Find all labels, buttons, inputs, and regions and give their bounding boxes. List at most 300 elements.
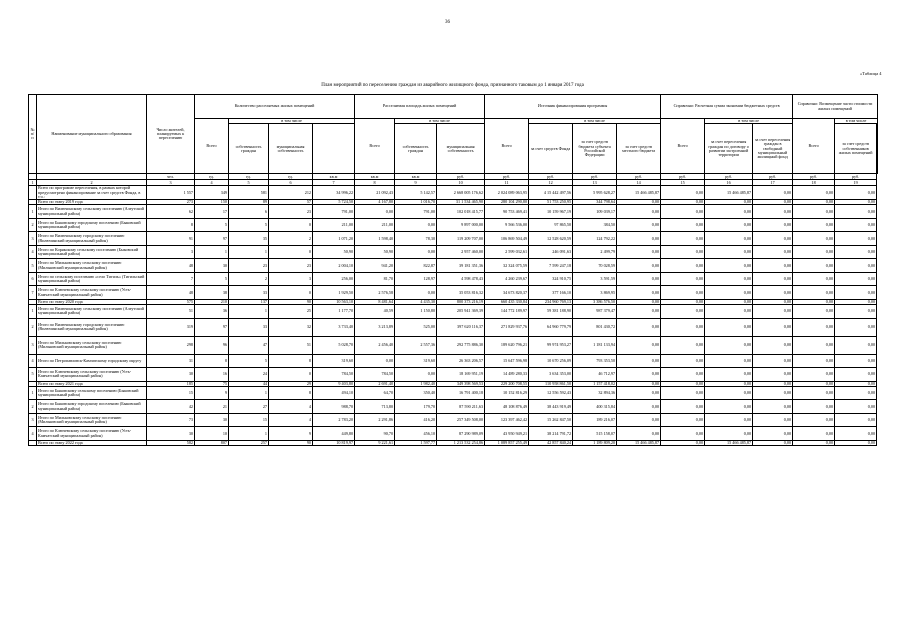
row-value: 40,59	[355, 305, 395, 319]
row-value: 0,00	[753, 354, 793, 368]
table-row	[29, 259, 878, 273]
row-value: 0	[269, 368, 313, 382]
row-value: 582	[147, 440, 195, 445]
row-value: 7	[147, 272, 195, 286]
row-value: 0,00	[617, 305, 661, 319]
row-name: Всего по этапу 2019 года	[37, 200, 147, 205]
row-value: 15	[147, 386, 195, 400]
row-value: 42	[147, 400, 195, 414]
row-value: 0,00	[793, 259, 835, 273]
header-incl: в том числе	[395, 119, 485, 124]
row-value: 0,00	[753, 232, 793, 246]
column-number: 9	[395, 180, 437, 186]
row-value: 0,00	[753, 413, 793, 427]
row-value: 137	[229, 299, 269, 304]
row-value: 350,40	[395, 386, 437, 400]
row-value: 4 167,80	[355, 200, 395, 205]
row-value: 0,00	[705, 245, 753, 259]
row-number: 1	[29, 205, 37, 219]
row-value: 0,00	[793, 354, 835, 368]
row-value: 0,00	[617, 245, 661, 259]
row-value: 15 466 485,87	[617, 440, 661, 445]
row-number: 5	[29, 259, 37, 273]
row-value: 575	[147, 299, 195, 304]
column-number: 2	[37, 180, 147, 186]
row-name: Итого по Ключевскому сельскому поселению (Усть-Камчатский муниципальный район)	[37, 286, 147, 300]
row-name: Итого по Вилючинскому городскому поселению (Вилючинский муниципальный район)	[37, 318, 147, 336]
row-value: 10 563,10	[313, 299, 355, 304]
row-value: 0,00	[661, 218, 705, 232]
row-value: 0,00	[661, 336, 705, 354]
header-total: Всего	[195, 119, 229, 174]
row-value: 0,00	[661, 232, 705, 246]
row-value: 0,00	[835, 272, 877, 286]
row-value: 0,00	[617, 232, 661, 246]
row-value: 2 576,58	[355, 286, 395, 300]
row-value: 2 499,79	[573, 245, 617, 259]
row-value: 14 489 280,33	[485, 368, 529, 382]
row-name: Итого по сельскому поселению «село Тигиль» (Тигильский муниципальный район)	[37, 272, 147, 286]
row-value: 0,00	[753, 336, 793, 354]
row-number	[29, 186, 37, 200]
header-total: Всего	[355, 119, 395, 174]
row-name: Итого по Вилючинскому сельскому поселению (Алеутский муниципальный район)	[37, 205, 147, 219]
row-value: 212	[269, 186, 313, 200]
row-value: 4 15 442 497,56	[529, 186, 573, 200]
row-value: 0,00	[835, 368, 877, 382]
row-value: 8	[147, 218, 195, 232]
row-value: 18 169 951,19	[437, 368, 485, 382]
header-bank-transfer: за счет переселения граждан по договору о развитии застроенной территории	[705, 124, 753, 174]
row-value: 10 152 816,29	[485, 386, 529, 400]
row-value: 0,00	[793, 413, 835, 427]
row-value: 46 712,97	[573, 368, 617, 382]
row-value: 110 958 861,50	[529, 381, 573, 386]
row-value: 0,00	[705, 259, 753, 273]
row-value: 1 982,40	[395, 381, 437, 386]
row-value: 0,00	[753, 427, 793, 441]
row-value: 90 753 469,41	[485, 205, 529, 219]
row-number: 4	[29, 427, 37, 441]
header-subject-budget: за счет средств бюджета субъекта Российской Федерации	[573, 124, 617, 174]
row-value: 32	[269, 318, 313, 336]
row-value: 0,00	[793, 186, 835, 200]
row-value: 3 386 576,50	[573, 299, 617, 304]
row-value: 0,00	[355, 205, 395, 219]
row-value: 15	[229, 413, 269, 427]
row-value: 30	[147, 427, 195, 441]
column-number: 4	[195, 180, 229, 186]
row-name: Всего по этапу 2022 года	[37, 440, 147, 445]
row-value: 87 590 211,63	[437, 400, 485, 414]
row-number: 1	[29, 386, 37, 400]
row-value: 0,00	[661, 368, 705, 382]
row-value: 99 974 953,27	[529, 336, 573, 354]
row-value: 0,00	[753, 386, 793, 400]
row-value: 0,00	[835, 427, 877, 441]
row-number: 3	[29, 336, 37, 354]
row-value: 0,00	[617, 200, 661, 205]
row-value: 397 620 116,37	[437, 318, 485, 336]
header-citizens: собственность граждан	[395, 124, 437, 174]
row-value: 3	[269, 272, 313, 286]
row-value: 2	[229, 272, 269, 286]
row-value: 0,00	[617, 205, 661, 219]
row-value: 0,00	[617, 299, 661, 304]
row-value: 0,00	[395, 286, 437, 300]
row-value: 106 869 504,49	[485, 232, 529, 246]
row-value: 801 430,72	[573, 318, 617, 336]
row-value: 3 591,59	[573, 272, 617, 286]
row-name: Итого по Быковскому городскому поселению (Быковский муниципальный район)	[37, 218, 147, 232]
table-row	[29, 413, 878, 427]
row-value: 24	[229, 368, 269, 382]
resettlement-plan-table	[28, 94, 878, 564]
row-value: 35	[229, 232, 269, 246]
row-value: 10 670 256,09	[529, 354, 573, 368]
row-value: 0	[269, 245, 313, 259]
row-value: 89	[229, 200, 269, 205]
row-value: 0,00	[617, 413, 661, 427]
row-value: 90	[269, 299, 313, 304]
column-number: 11	[485, 180, 529, 186]
column-number: 12	[529, 180, 573, 186]
row-value: 0,00	[793, 427, 835, 441]
row-value: 0,00	[617, 336, 661, 354]
header-group-finance: Источник финансирования программы	[485, 95, 661, 119]
row-value: 70 028,59	[573, 259, 617, 273]
column-number: 5	[229, 180, 269, 186]
row-value: 0,00	[835, 299, 877, 304]
row-value: 4	[269, 413, 313, 427]
header-municipal: муниципальная собственность	[269, 124, 313, 174]
header-group-area: Расселяемая площадь жилых помещений	[355, 95, 485, 119]
row-value: 319	[147, 318, 195, 336]
row-value: 16 791 400,18	[437, 386, 485, 400]
header-total: Всего	[793, 119, 835, 174]
row-value: 0,00	[835, 305, 877, 319]
row-value: 292 775 886,30	[437, 336, 485, 354]
row-value: 0,00	[793, 440, 835, 445]
column-number: 6	[269, 180, 313, 186]
row-value: 0,00	[705, 413, 753, 427]
row-name: Итого по Быковскому сельскому поселению (Быковский муниципальный район)	[37, 386, 147, 400]
row-number: 4	[29, 354, 37, 368]
unit-cell: кв.м	[313, 174, 355, 180]
row-value: 2	[269, 232, 313, 246]
header-free-housing: за счет переселения граждан в свободный муниципальный жилищный фонд	[753, 124, 793, 174]
row-value: 87 290 989,09	[437, 427, 485, 441]
row-value: 0,00	[793, 368, 835, 382]
row-value: 784,50	[313, 368, 355, 382]
row-value: 0,00	[753, 299, 793, 304]
row-value: 64 960 779,79	[529, 318, 573, 336]
row-number	[29, 440, 37, 445]
row-value: 34 673 820,37	[485, 286, 529, 300]
row-value: 0,00	[617, 427, 661, 441]
row-value: 0,00	[753, 400, 793, 414]
unit-cell: кв.м	[355, 174, 395, 180]
table-row	[29, 245, 878, 259]
row-value: 62	[147, 205, 195, 219]
row-value: 39 181 351,36	[437, 259, 485, 273]
row-value: 0,00	[661, 272, 705, 286]
row-value: 0,00	[705, 386, 753, 400]
row-value: 0,00	[661, 305, 705, 319]
row-value: 1	[229, 427, 269, 441]
row-name: Всего по этапу 2021 года	[37, 381, 147, 386]
row-value: 0,00	[793, 318, 835, 336]
column-number: 7	[313, 180, 355, 186]
row-value: 1 016,70	[395, 200, 437, 205]
row-value: 102 018 415,77	[437, 205, 485, 219]
row-value: 1 181 133,94	[573, 336, 617, 354]
unit-cell: ед.	[229, 174, 269, 180]
row-value: 2 691,40	[355, 381, 395, 386]
row-value: 0,00	[705, 354, 753, 368]
row-value: 494,10	[313, 386, 355, 400]
row-value: 3 733,40	[313, 318, 355, 336]
row-value: 987 379,47	[573, 305, 617, 319]
row-value: 3 634 353,00	[529, 368, 573, 382]
row-value: 0,00	[753, 368, 793, 382]
column-number: 14	[617, 180, 661, 186]
row-value: 273	[147, 200, 195, 205]
row-value: 525,00	[395, 318, 437, 336]
unit-cell: руб.	[705, 174, 753, 180]
row-value: 800 373 216,19	[437, 299, 485, 304]
row-value: 0,00	[835, 381, 877, 386]
row-value: 64,70	[355, 386, 395, 400]
header-municipal: муниципальная собственность	[437, 124, 485, 174]
unit-cell: ед.	[195, 174, 229, 180]
row-value: 31 1 534 465,90	[437, 200, 485, 205]
row-value: 1 557	[147, 186, 195, 200]
row-value: 2 957 460,00	[437, 245, 485, 259]
row-value: 27	[229, 400, 269, 414]
row-name: Итого по Корякскому сельскому поселению (Быковский муниципальный район)	[37, 245, 147, 259]
row-value: 0,00	[395, 245, 437, 259]
header-incl: в том числе	[705, 119, 793, 124]
row-value: 0,00	[753, 205, 793, 219]
table-row	[29, 305, 878, 319]
row-value: 2 668 005 176,62	[437, 186, 485, 200]
row-value: 0,00	[753, 440, 793, 445]
header-owners: за счет средств собственников жилых помещений	[835, 124, 877, 174]
row-value: 96	[195, 336, 229, 354]
row-value: 81,70	[355, 272, 395, 286]
row-value: 298	[147, 336, 195, 354]
row-value: 0,00	[705, 368, 753, 382]
row-value: 784,50	[355, 368, 395, 382]
row-name: Итого по Ключевскому сельскому поселению (Усть-Камчатский муниципальный район)	[37, 427, 147, 441]
row-value: 5	[195, 272, 229, 286]
row-value: 324 910,75	[529, 272, 573, 286]
row-value: 51 753 250,95	[529, 200, 573, 205]
column-number: 16	[705, 180, 753, 186]
row-number: 3	[29, 232, 37, 246]
row-value: 1	[229, 305, 269, 319]
row-value: 6	[229, 205, 269, 219]
row-value: 229 200 708,55	[485, 381, 529, 386]
row-value: 0,00	[617, 218, 661, 232]
row-value: 8	[195, 354, 229, 368]
row-value: 2 024 089 063,95	[485, 186, 529, 200]
row-value: 36	[195, 305, 229, 319]
row-value: 0,00	[753, 381, 793, 386]
row-value: 0,00	[661, 259, 705, 273]
row-value: 257 349 508,00	[437, 413, 485, 427]
row-number: 2	[29, 318, 37, 336]
row-value: 2 291,86	[355, 413, 395, 427]
header-incl: в том числе	[529, 119, 661, 124]
row-value: 9	[269, 427, 313, 441]
row-value: 0,00	[835, 218, 877, 232]
row-value: 1	[229, 386, 269, 400]
column-number: 18	[793, 180, 835, 186]
row-value: 0,00	[661, 440, 705, 445]
row-value: 822,87	[395, 259, 437, 273]
row-value: 0,00	[395, 368, 437, 382]
row-value: 179,70	[395, 400, 437, 414]
row-value: 9	[195, 386, 229, 400]
row-value: 3	[147, 245, 195, 259]
row-value: 10 159 967,19	[529, 205, 573, 219]
row-value: 10 819,97	[313, 440, 355, 445]
row-value: 0,00	[661, 381, 705, 386]
row-value: 5	[229, 218, 269, 232]
row-value: 0,00	[793, 400, 835, 414]
row-value: 0,00	[793, 381, 835, 386]
row-value: 0,00	[793, 386, 835, 400]
header-total: Всего	[485, 119, 529, 174]
row-value: 0,00	[835, 200, 877, 205]
row-value: 0,00	[395, 218, 437, 232]
row-value: 119 209 707,00	[437, 232, 485, 246]
row-value: 43 950 949,21	[485, 427, 529, 441]
column-number: 3	[147, 180, 195, 186]
row-number: 4	[29, 245, 37, 259]
row-value: 0,00	[705, 318, 753, 336]
header-municipality: Наименование муниципального образования	[37, 95, 147, 174]
row-value: 0,00	[705, 400, 753, 414]
row-value: 38 443 919,49	[529, 400, 573, 414]
row-value: 21	[195, 400, 229, 414]
row-value: 38 214 791,72	[529, 427, 573, 441]
row-value: 0,00	[617, 400, 661, 414]
row-value: 807	[195, 440, 229, 445]
row-value: 51	[269, 336, 313, 354]
row-value: 456,10	[395, 427, 437, 441]
row-value: 0,00	[661, 318, 705, 336]
row-value: 349	[195, 186, 229, 200]
row-name: Итого по Петропавловск-Камчатскому городскому округу	[37, 354, 147, 368]
row-value: 0,00	[661, 200, 705, 205]
row-value: 12 528 620,59	[529, 232, 573, 246]
row-name: Всего по программе переселения, в рамках которой предусмотрено финансирование за счет средств Фонда, в т.ч.:	[37, 186, 147, 200]
row-name: Итого по Мильковскому сельскому поселению (Мильковский муниципальный район)	[37, 413, 147, 427]
header-incl: в том числе	[835, 119, 878, 124]
row-value: 31	[147, 354, 195, 368]
row-value: 256,00	[313, 272, 355, 286]
row-number: 2	[29, 218, 37, 232]
header-citizens: собственность граждан	[229, 124, 269, 174]
row-value: 78,30	[395, 232, 437, 246]
row-value: 257	[229, 440, 269, 445]
row-value: 5 142,57	[395, 186, 437, 200]
row-value: 0,00	[753, 318, 793, 336]
row-value: 0,00	[793, 305, 835, 319]
row-value: 1 213 532 254,86	[437, 440, 485, 445]
row-value: 0,00	[617, 354, 661, 368]
row-value: 9 897 000,00	[437, 218, 485, 232]
row-value: 941,20	[355, 259, 395, 273]
row-value: 0,00	[661, 205, 705, 219]
row-value: 349 398 569,53	[437, 381, 485, 386]
row-name: Итого по Мильковскому сельскому поселению (Мильковский муниципальный район)	[37, 336, 147, 354]
row-value: 1 189 809,20	[573, 440, 617, 445]
row-name: Итого по Быковскому городскому поселению (Быковский муниципальный район)	[37, 400, 147, 414]
page-number: 36	[445, 20, 450, 25]
row-value: 0	[269, 286, 313, 300]
row-value: 51	[147, 305, 195, 319]
row-value: 271 829 937,76	[485, 318, 529, 336]
row-value: 4 435,30	[395, 299, 437, 304]
row-value: 30	[147, 368, 195, 382]
row-value: 211,00	[355, 218, 395, 232]
row-value: 1 598,40	[355, 232, 395, 246]
row-value: 97 865,50	[529, 218, 573, 232]
row-value: 246 091,63	[529, 245, 573, 259]
row-value: 1	[195, 245, 229, 259]
row-value: 515 158,07	[573, 427, 617, 441]
row-value: 0,00	[793, 272, 835, 286]
table-row	[29, 354, 878, 368]
row-value: 0,00	[753, 272, 793, 286]
column-number: 1	[29, 180, 37, 186]
row-value: 0,00	[753, 259, 793, 273]
row-value: 1	[229, 245, 269, 259]
row-value: 144 772 189,97	[485, 305, 529, 319]
row-value: 97	[195, 232, 229, 246]
table-row	[29, 368, 878, 382]
row-value: 9 221,61	[355, 440, 395, 445]
row-value: 0,00	[835, 205, 877, 219]
row-value: 128,97	[395, 272, 437, 286]
table-label: «Таблица 4	[860, 71, 882, 76]
row-value: 9 566 536,00	[485, 218, 529, 232]
row-value: 35 053 816,32	[437, 286, 485, 300]
row-value: 8	[269, 386, 313, 400]
row-value: 5 995 628,27	[573, 186, 617, 200]
unit-cell: руб.	[835, 174, 877, 180]
row-value: 90,70	[355, 427, 395, 441]
row-value: 73	[147, 413, 195, 427]
row-value: 34 996,22	[313, 186, 355, 200]
row-value: 0,00	[753, 305, 793, 319]
row-value: 211,00	[313, 218, 355, 232]
unit-cell: руб.	[753, 174, 793, 180]
table-row	[29, 318, 878, 336]
row-value: 1 929,50	[313, 286, 355, 300]
unit-cell: руб.	[529, 174, 573, 180]
row-value: 48	[147, 286, 195, 300]
column-number: 10	[437, 180, 485, 186]
row-name: Итого по Мильковскому сельскому поселению (Мильковский муниципальный район)	[37, 259, 147, 273]
row-value: 0,00	[793, 200, 835, 205]
row-value: 189 216,07	[573, 413, 617, 427]
row-value: 30	[195, 413, 229, 427]
